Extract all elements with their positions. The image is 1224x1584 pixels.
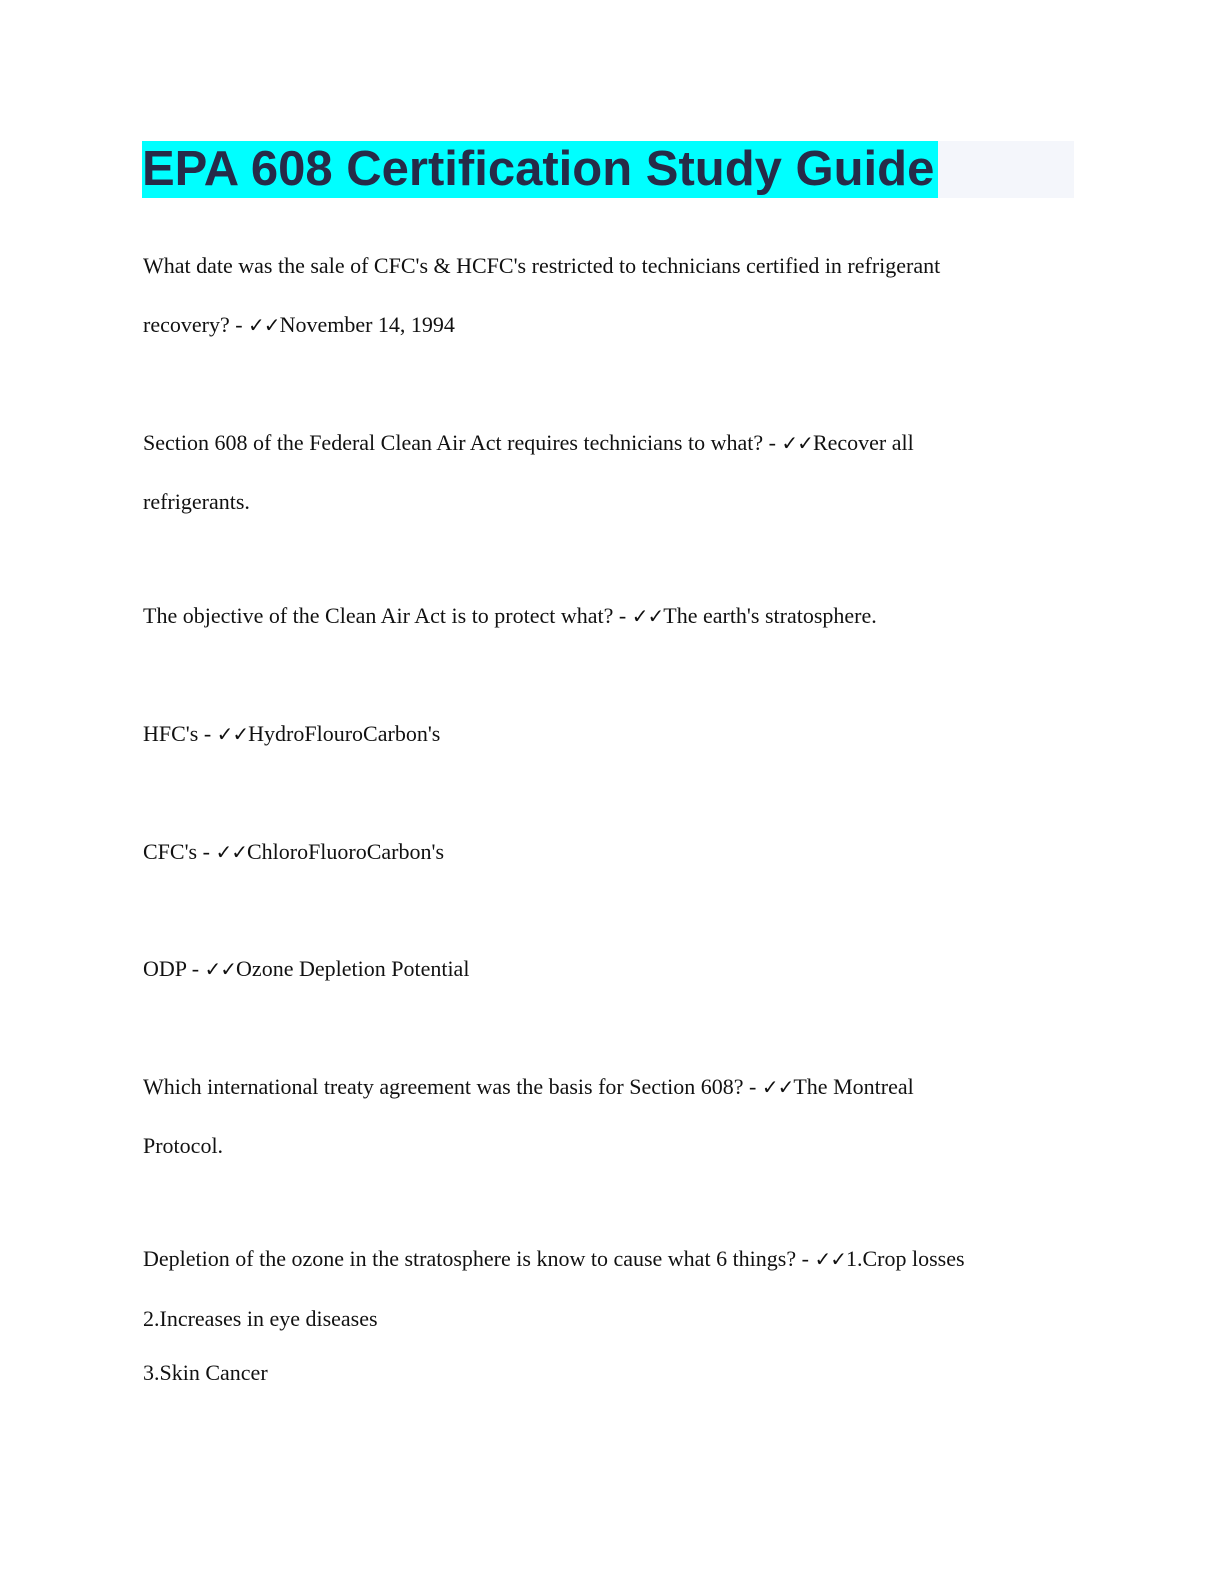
q6-question: ODP - (143, 956, 205, 981)
q4-line (143, 721, 440, 747)
double-check-icon: ✓✓ (761, 1075, 794, 1099)
q1-answer: November 14, 1994 (279, 312, 455, 337)
q2-answer-line2: refrigerants. (143, 489, 250, 514)
q5-question: CFC's - (143, 839, 216, 864)
q8-answer-item-2: 2.Increases in eye diseases (143, 1306, 378, 1331)
q5-line (143, 839, 444, 865)
q3-answer: The earth's stratosphere. (663, 603, 877, 628)
double-check-icon: ✓✓ (248, 313, 280, 337)
q8-line1 (143, 1246, 965, 1272)
q3-question: The objective of the Clean Air Act is to protect what? - (143, 603, 632, 628)
double-check-icon: ✓✓ (215, 840, 247, 864)
q6-line (143, 956, 469, 982)
q2-line1 (143, 430, 914, 456)
q7-answer-line2: Protocol. (143, 1133, 224, 1158)
q4-question: HFC's - (143, 721, 217, 746)
q6-answer: Ozone Depletion Potential (236, 956, 470, 981)
q7-line1 (143, 1074, 914, 1100)
double-check-icon: ✓✓ (631, 604, 664, 628)
q1-question-line1: What date was the sale of CFC's & HCFC's restricted to technicians certified in refrigerant (143, 253, 941, 278)
double-check-icon: ✓✓ (204, 957, 237, 981)
q7-answer-line1: The Montreal (793, 1074, 914, 1099)
q4-answer: HydroFlouroCarbon's (248, 721, 441, 746)
q2-question: Section 608 of the Federal Clean Air Act requires technicians to what? - (143, 430, 782, 455)
document-title: EPA 608 Certification Study Guide (142, 141, 938, 198)
q1-question-line2: recovery? - (143, 312, 249, 337)
double-check-icon: ✓✓ (216, 722, 249, 746)
double-check-icon: ✓✓ (781, 431, 813, 455)
q8-answer-item-3: 3.Skin Cancer (143, 1360, 268, 1385)
q1-line2 (143, 312, 455, 338)
q8-question: Depletion of the ozone in the stratosphere is know to cause what 6 things? - (143, 1246, 815, 1271)
q8-answer-item-1: 1.Crop losses (845, 1246, 965, 1271)
q3-line (143, 603, 877, 629)
q7-question: Which international treaty agreement was the basis for Section 608? - (143, 1074, 762, 1099)
double-check-icon: ✓✓ (814, 1247, 846, 1271)
q5-answer: ChloroFluoroCarbon's (246, 839, 445, 864)
q2-answer-line1: Recover all (812, 430, 914, 455)
